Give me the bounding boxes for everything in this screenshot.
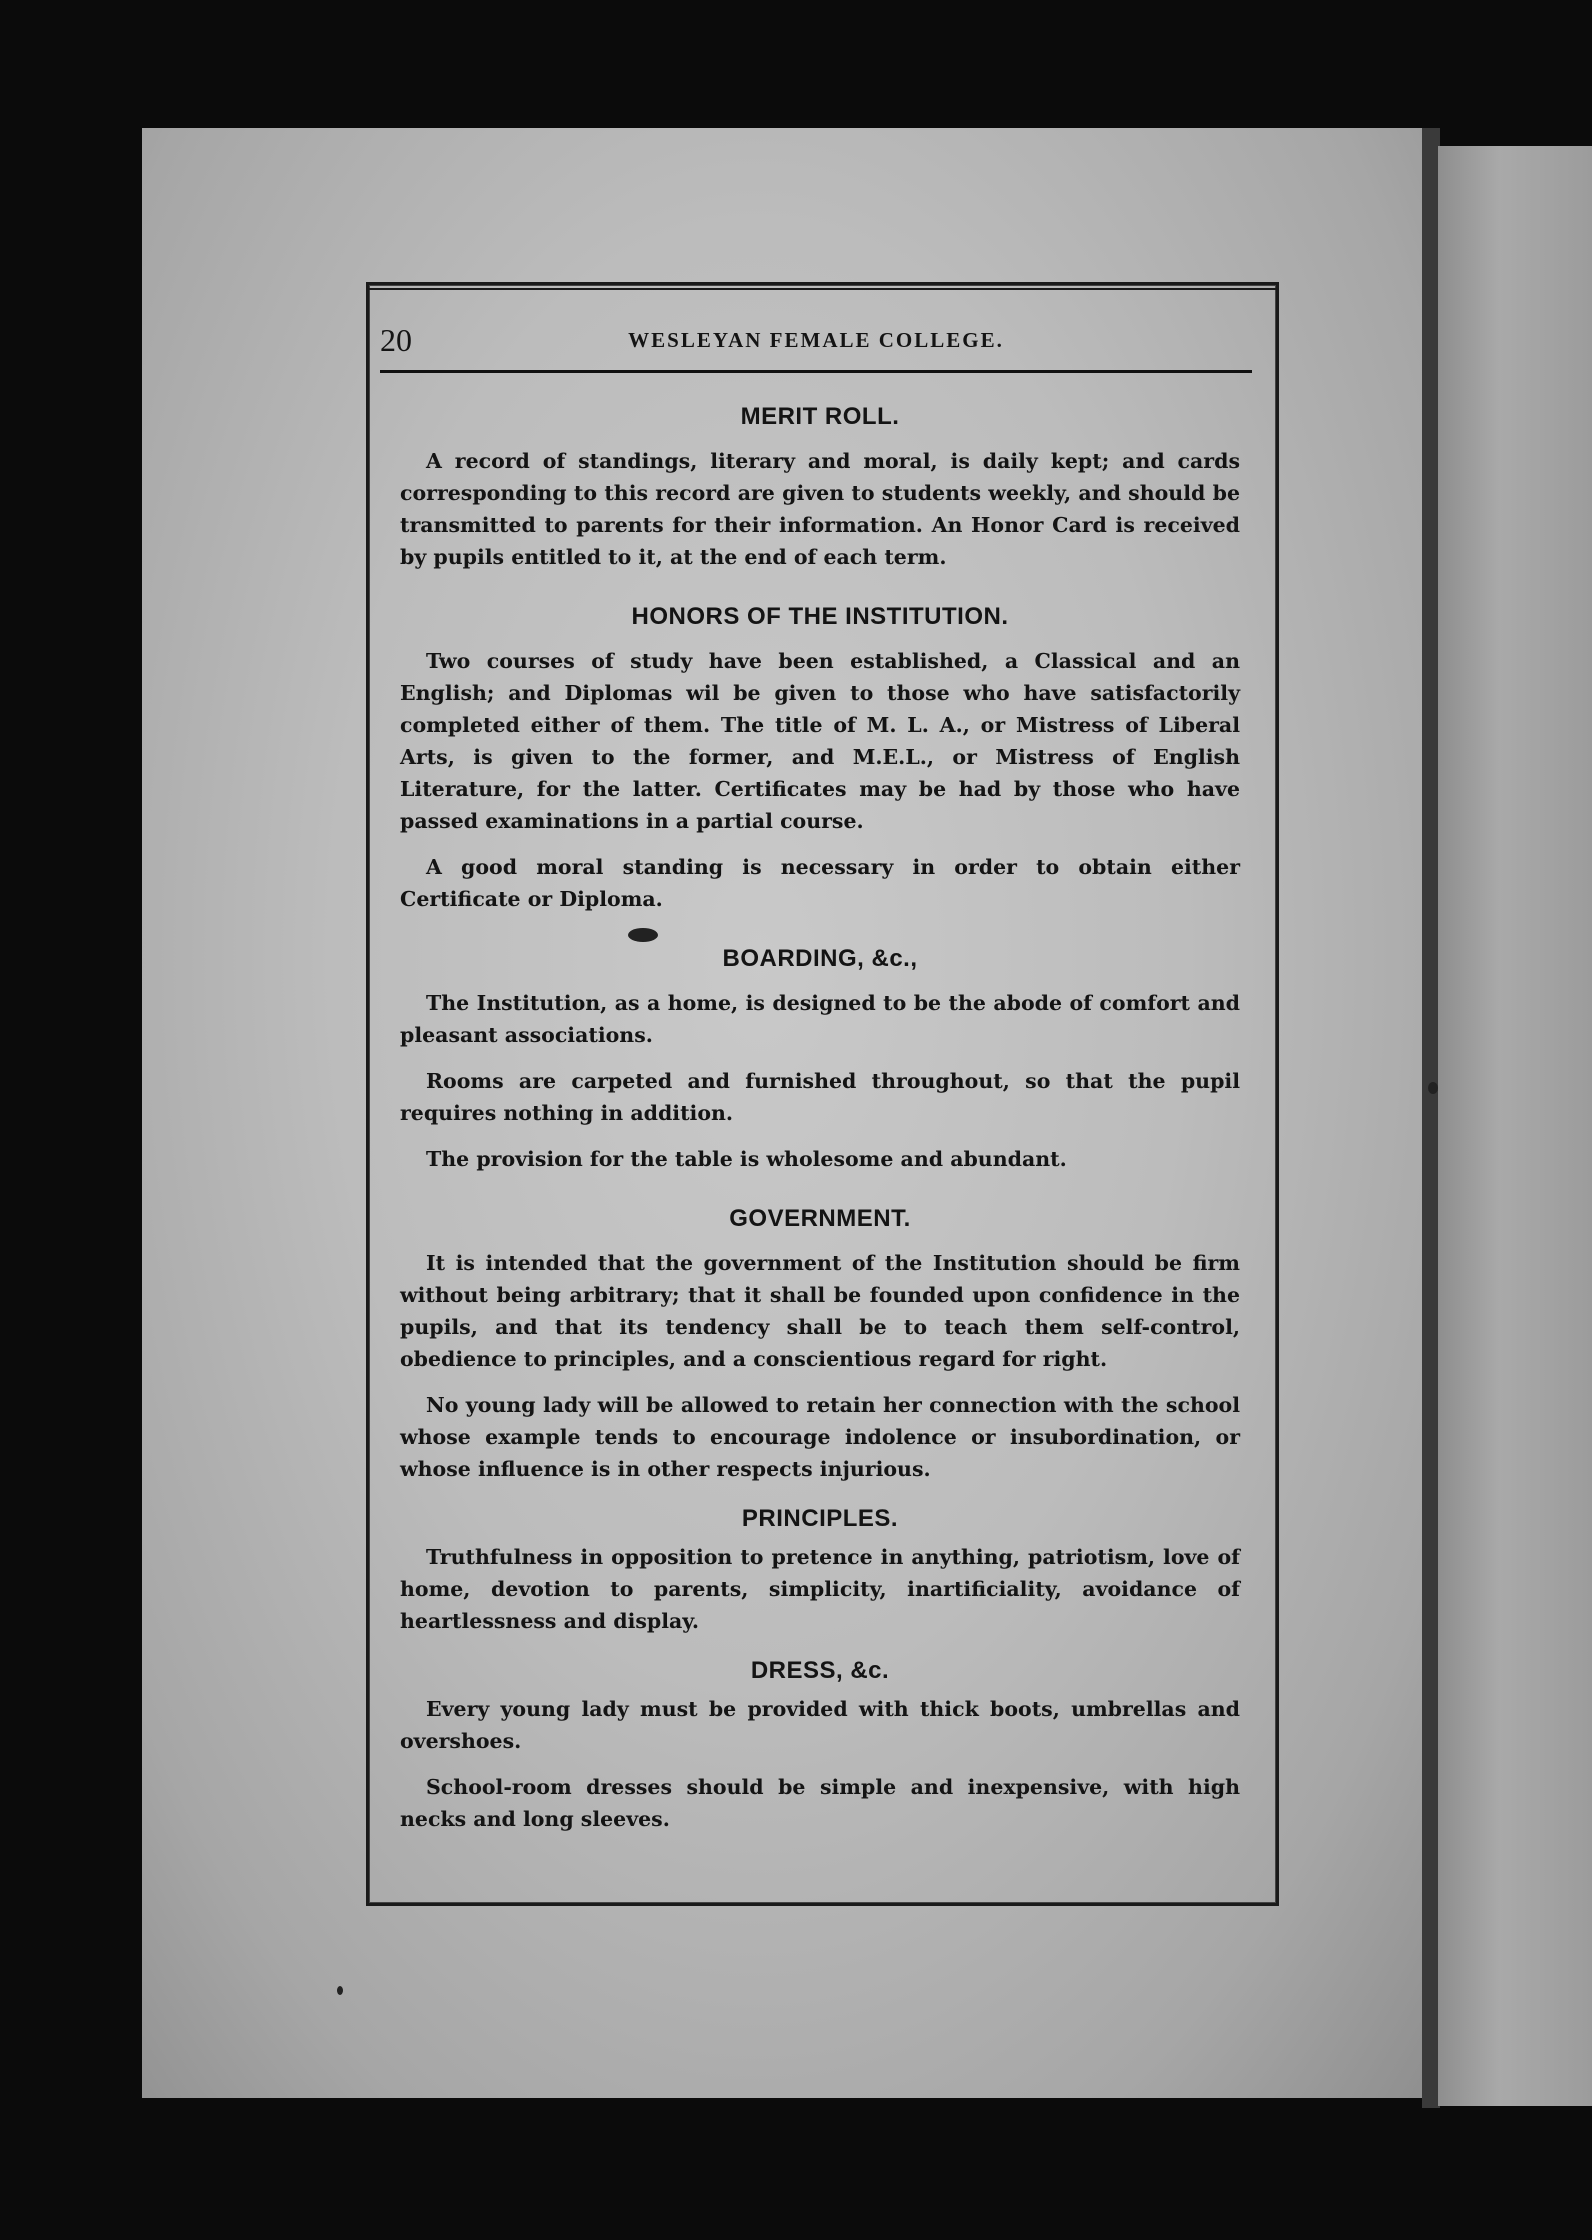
section-boarding [400,945,1240,1175]
section-honors [400,603,1240,915]
page-content [380,318,1240,1849]
paragraph: No young lady will be allowed to retain her connection with the school whose example tends to encourage indolence or insubordination, or whose influence is in other respects injurious. [400,1393,1240,1481]
section-heading: PRINCIPLES. [741,1505,899,1532]
section-heading: HONORS OF THE INSTITUTION. [631,603,1009,630]
section-merit-roll [400,403,1240,573]
paragraph: Every young lady must be provided with thick boots, umbrellas and overshoes. [400,1697,1240,1753]
page-number: 20 [380,322,412,358]
section-government [400,1205,1240,1485]
paragraph: The provision for the table is wholesome and abundant. [426,1147,1067,1171]
paragraph: Rooms are carpeted and furnished throughout, so that the pupil requires nothing in addition. [400,1069,1240,1125]
section-principles [400,1505,1240,1637]
paragraph: School-room dresses should be simple and inexpensive, with high necks and long sleeves. [400,1775,1240,1831]
section-heading: BOARDING, &c., [722,945,918,972]
paragraph: Two courses of study have been established, a Classical and an English; and Diplomas wil be given to those who have satisfactorily completed either of them. The title of M. L. A., or Mistress of Liberal Arts, is given to the former, and M.E.L., or Mistress of English Literature, for the latter. Certificates may be had by those who have passed examinations in a partial course. [400,649,1240,833]
section-heading: DRESS, &c. [750,1657,890,1684]
paragraph: The Institution, as a home, is designed to be the abode of comfort and pleasant associations. [400,991,1240,1047]
ink-speck [1428,1082,1438,1094]
paragraph: It is intended that the government of the Institution should be firm without being arbitrary; that it shall be founded upon confidence in the pupils, and that its tendency shall be to teach them self-control, obedience to principles, and a conscientious regard for right. [400,1251,1240,1371]
running-head [380,318,1252,373]
section-heading: MERIT ROLL. [740,403,900,430]
paragraph: A good moral standing is necessary in order to obtain either Certificate or Diploma. [400,855,1240,911]
frame-top-rule [366,288,1279,290]
section-heading: GOVERNMENT. [729,1205,911,1232]
paragraph: Truthfulness in opposition to pretence in anything, patriotism, love of home, devotion to parents, simplicity, inartificiality, avoidance of heartlessness and display. [400,1545,1240,1633]
paragraph: A record of standings, literary and moral, is daily kept; and cards corresponding to this record are given to students weekly, and should be transmitted to parents for their information. An Honor Card is received by pupils entitled to it, at the end of each term. [400,449,1240,569]
ink-speck [337,1986,343,1995]
adjacent-page-edge [1438,146,1592,2106]
section-dress [400,1657,1240,1835]
running-title: WESLEYAN FEMALE COLLEGE. [628,328,1004,352]
